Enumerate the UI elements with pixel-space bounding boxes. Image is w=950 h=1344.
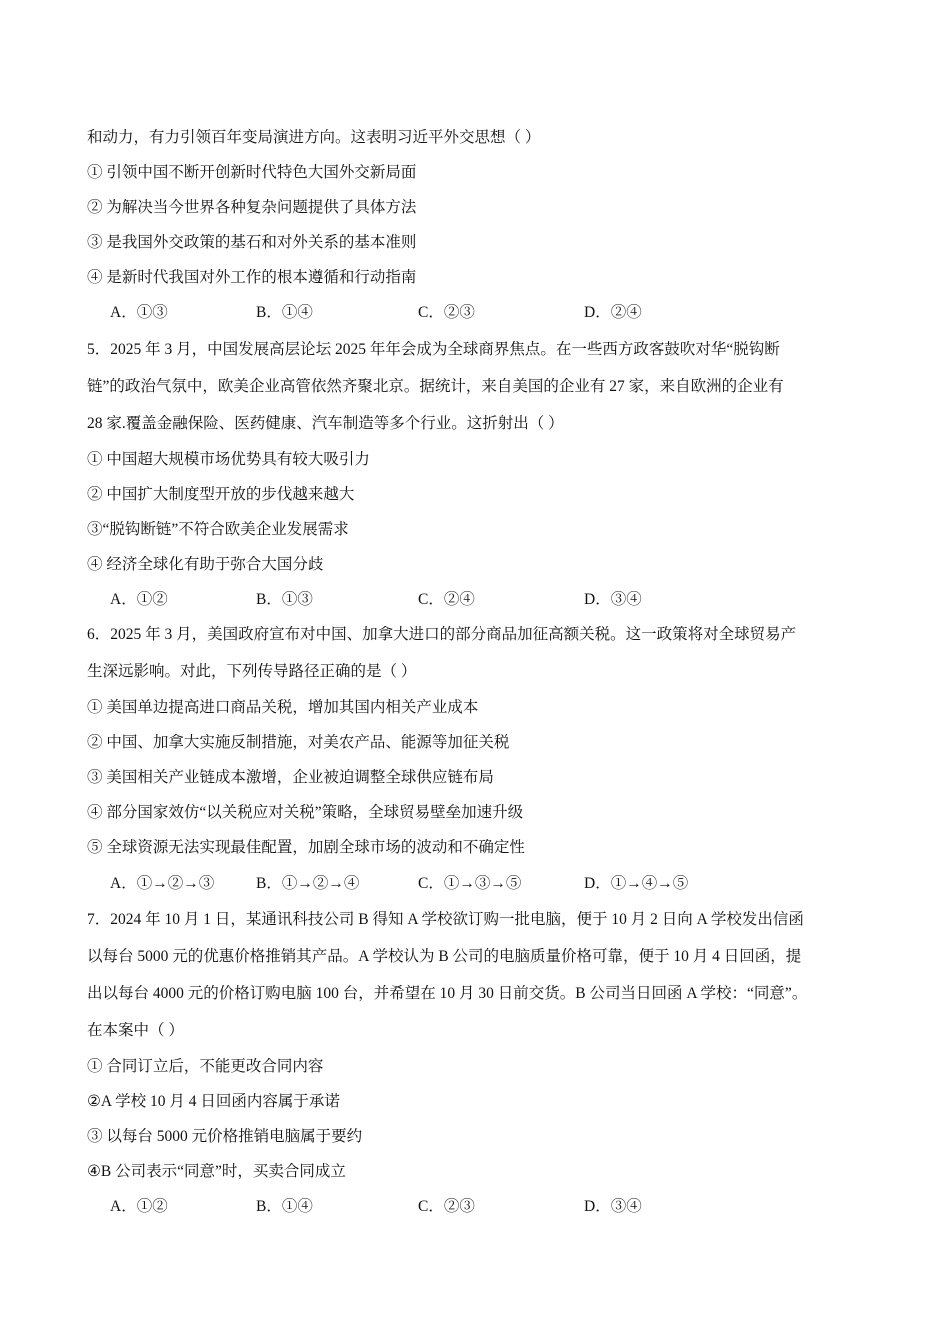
q5-item-4: ④ 经济全球化有助于弥合大国分歧 bbox=[87, 556, 324, 573]
q5-option-c[interactable]: C．②④ bbox=[418, 591, 475, 608]
q7-item-3: ③ 以每台 5000 元价格推销电脑属于要约 bbox=[87, 1128, 363, 1145]
q4-item-1: ① 引领中国不断开创新时代特色大国外交新局面 bbox=[87, 164, 417, 181]
q5-item-3: ③“脱钩断链”不符合欧美企业发展需求 bbox=[87, 521, 349, 538]
q5-option-a[interactable]: A．①② bbox=[110, 591, 168, 608]
q4-item-2: ② 为解决当今世界各种复杂问题提供了具体方法 bbox=[87, 199, 417, 216]
q6-option-b[interactable]: B．①→②→④ bbox=[256, 875, 360, 892]
q4-option-a[interactable]: A．①③ bbox=[110, 304, 168, 321]
q5-item-1: ① 中国超大规模市场优势具有较大吸引力 bbox=[87, 451, 370, 468]
q6-option-a[interactable]: A．①→②→③ bbox=[110, 875, 215, 892]
q7-stem-line-1: 7．2024 年 10 月 1 日，某通讯科技公司 B 得知 A 学校欲订购一批电脑，便于 10 月 2 日向 A 学校发出信函 bbox=[87, 911, 804, 928]
q4-options bbox=[110, 303, 810, 323]
q7-options bbox=[110, 1197, 810, 1217]
q6-option-c[interactable]: C．①→③→⑤ bbox=[418, 875, 522, 892]
q6-stem-line-1: 6．2025 年 3 月，美国政府宣布对中国、加拿大进口的部分商品加征高额关税。这一政策将对全球贸易产 bbox=[87, 626, 797, 643]
q7-item-4: ④B 公司表示“同意”时，买卖合同成立 bbox=[87, 1163, 346, 1180]
q7-stem-line-2: 以每台 5000 元的优惠价格推销其产品。A 学校认为 B 公司的电脑质量价格可靠，便于 10 月 4 日回函，提 bbox=[87, 948, 802, 965]
q7-option-a[interactable]: A．①② bbox=[110, 1198, 168, 1215]
q5-options bbox=[110, 590, 810, 610]
q6-item-2: ② 中国、加拿大实施反制措施，对美农产品、能源等加征关税 bbox=[87, 734, 510, 751]
q6-item-4: ④ 部分国家效仿“以关税应对关税”策略，全球贸易壁垒加速升级 bbox=[87, 804, 524, 821]
q4-item-4: ④ 是新时代我国对外工作的根本遵循和行动指南 bbox=[87, 269, 417, 286]
q7-option-d[interactable]: D．③④ bbox=[584, 1198, 642, 1215]
q6-item-1: ① 美国单边提高进口商品关税，增加其国内相关产业成本 bbox=[87, 699, 479, 716]
q6-option-d[interactable]: D．①→④→⑤ bbox=[584, 875, 689, 892]
q7-option-b[interactable]: B．①④ bbox=[256, 1198, 313, 1215]
q7-option-c[interactable]: C．②③ bbox=[418, 1198, 475, 1215]
q5-option-d[interactable]: D．③④ bbox=[584, 591, 642, 608]
q4-option-c[interactable]: C．②③ bbox=[418, 304, 475, 321]
q4-stem: 和动力，有力引领百年变局演进方向。这表明习近平外交思想（ ） bbox=[87, 129, 541, 146]
q7-stem-line-3: 出以每台 4000 元的价格订购电脑 100 台，并希望在 10 月 30 日前交货。B 公司当日回函 A 学校：“同意”。 bbox=[87, 985, 808, 1002]
q6-item-5: ⑤ 全球资源无法实现最佳配置，加剧全球市场的波动和不确定性 bbox=[87, 839, 525, 856]
q5-option-b[interactable]: B．①③ bbox=[256, 591, 313, 608]
q4-option-b[interactable]: B．①④ bbox=[256, 304, 313, 321]
q7-stem-line-4: 在本案中（ ） bbox=[87, 1022, 184, 1039]
q5-stem-line-1: 5．2025 年 3 月，中国发展高层论坛 2025 年年会成为全球商界焦点。在一些西方政客鼓吹对华“脱钩断 bbox=[87, 341, 780, 358]
q6-item-3: ③ 美国相关产业链成本激增，企业被迫调整全球供应链布局 bbox=[87, 769, 494, 786]
q4-item-3: ③ 是我国外交政策的基石和对外关系的基本准则 bbox=[87, 234, 417, 251]
q5-stem-line-3: 28 家.覆盖金融保险、医药健康、汽车制造等多个行业。这折射出（ ） bbox=[87, 415, 564, 432]
q4-option-d[interactable]: D．②④ bbox=[584, 304, 642, 321]
q7-item-2: ②A 学校 10 月 4 日回函内容属于承诺 bbox=[87, 1093, 340, 1110]
q6-options bbox=[110, 874, 810, 894]
q5-stem-line-2: 链”的政治气氛中，欧美企业高管依然齐聚北京。据统计，来自美国的企业有 27 家，来自欧洲的企业有 bbox=[87, 378, 784, 395]
q5-item-2: ② 中国扩大制度型开放的步伐越来越大 bbox=[87, 486, 355, 503]
q6-stem-line-2: 生深远影响。对此，下列传导路径正确的是（ ） bbox=[87, 663, 417, 680]
q7-item-1: ① 合同订立后，不能更改合同内容 bbox=[87, 1058, 324, 1075]
